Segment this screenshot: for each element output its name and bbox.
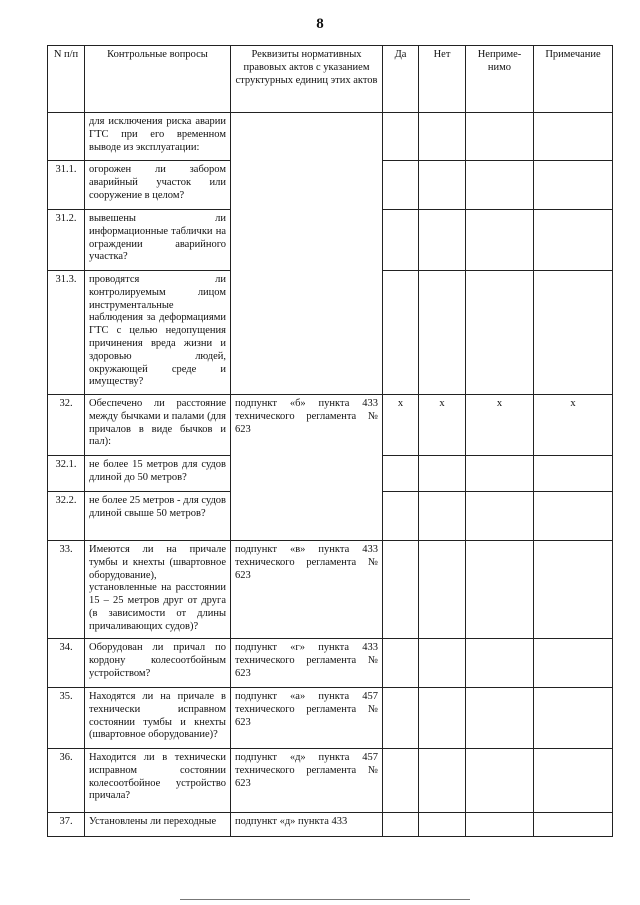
cell-note: x [534,395,613,456]
cell-note [534,541,613,639]
cell-note [534,688,613,749]
cell-note [534,749,613,813]
cell-yes [383,639,419,688]
row-question: проводятся ли контролируемым лицом инструментальные наблюдения за деформациями ГТС с целью недопущения причинения вреда жизни и здоровью людей, окружающей среде и имуществу? [85,271,231,395]
cell-note [534,161,613,210]
cell-note [534,456,613,492]
cell-no [419,161,466,210]
cell-note [534,813,613,837]
cell-na [466,271,534,395]
scan-edge-line [180,899,470,900]
row-requisites: подпункт «д» пункта 457 технического регламента № 623 [231,749,383,813]
header-note: Примечание [534,46,613,113]
row-num: 31.3. [48,271,85,395]
table-row [48,541,613,639]
cell-yes [383,161,419,210]
header-row [48,46,613,113]
cell-yes [383,271,419,395]
cell-no: x [419,395,466,456]
row-requisites: подпункт «г» пункта 433 технического регламента № 623 [231,639,383,688]
row-question: не более 25 метров - для судов длиной свыше 50 метров? [85,492,231,541]
row-requisites: подпункт «в» пункта 433 технического регламента № 623 [231,541,383,639]
cell-na: x [466,395,534,456]
cell-no [419,492,466,541]
cell-no [419,749,466,813]
header-yes: Да [383,46,419,113]
row-num: 34. [48,639,85,688]
row-requisites: подпункт «б» пункта 433 технического регламента № 623 [231,395,383,541]
cell-note [534,639,613,688]
cell-na [466,456,534,492]
row-question: Находятся ли на причале в технически исправном состоянии тумбы и кнехты (швартовное оборудование)? [85,688,231,749]
cell-no [419,210,466,271]
cell-yes [383,541,419,639]
cell-note [534,492,613,541]
row-num [48,113,85,161]
cell-no [419,456,466,492]
row-num: 31.1. [48,161,85,210]
cell-na [466,541,534,639]
row-requisites: подпункт «а» пункта 457 технического регламента № 623 [231,688,383,749]
cell-na [466,639,534,688]
row-num: 35. [48,688,85,749]
page-number: 8 [316,16,324,32]
cell-no [419,813,466,837]
row-num: 36. [48,749,85,813]
row-num: 33. [48,541,85,639]
cell-na [466,113,534,161]
row-num: 32.1. [48,456,85,492]
cell-no [419,639,466,688]
cell-yes: x [383,395,419,456]
row-question: не более 15 метров для судов длиной до 50 метров? [85,456,231,492]
table-row [48,688,613,749]
cell-yes [383,688,419,749]
row-requisites: подпункт «д» пункта 433 [231,813,383,837]
cell-yes [383,492,419,541]
cell-yes [383,749,419,813]
cell-na [466,492,534,541]
cell-na [466,210,534,271]
header-no: Нет [419,46,466,113]
cell-yes [383,456,419,492]
header-requisites: Реквизиты нормативных правовых актов с указанием структурных единиц этих актов [231,46,383,113]
cell-no [419,113,466,161]
table-row [48,113,613,161]
row-question: Обеспечено ли расстояние между бычками и палами (для причалов в виде бычков и пал): [85,395,231,456]
table-row [48,639,613,688]
cell-na [466,688,534,749]
checklist-table [47,45,613,837]
cell-note [534,113,613,161]
row-num: 32. [48,395,85,456]
cell-na [466,749,534,813]
cell-note [534,210,613,271]
row-question: Оборудован ли причал по кордону колесоотбойным устройством? [85,639,231,688]
header-na: Неприме-нимо [466,46,534,113]
cell-na [466,161,534,210]
row-num: 37. [48,813,85,837]
row-question: Имеются ли на причале тумбы и кнехты (швартовное оборудование), установленные на расстоянии 15 – 25 метров друг от друга (в зависимости от длины причаливающих судов)? [85,541,231,639]
table-row [48,813,613,837]
cell-note [534,271,613,395]
row-requisites [231,113,383,395]
header-question: Контрольные вопросы [85,46,231,113]
row-question: для исключения риска аварии ГТС при его временном выводе из эксплуатации: [85,113,231,161]
cell-no [419,688,466,749]
cell-yes [383,113,419,161]
header-num: N п/п [48,46,85,113]
cell-yes [383,210,419,271]
cell-no [419,541,466,639]
row-question: Установлены ли переходные [85,813,231,837]
table-row [48,749,613,813]
cell-no [419,271,466,395]
cell-na [466,813,534,837]
row-num: 32.2. [48,492,85,541]
row-question: вывешены ли информационные таблички на ограждении аварийного участка? [85,210,231,271]
row-num: 31.2. [48,210,85,271]
table-row [48,395,613,456]
row-question: огорожен ли забором аварийный участок или сооружение в целом? [85,161,231,210]
row-question: Находится ли в технически исправном состоянии колесоотбойное устройство причала? [85,749,231,813]
cell-yes [383,813,419,837]
